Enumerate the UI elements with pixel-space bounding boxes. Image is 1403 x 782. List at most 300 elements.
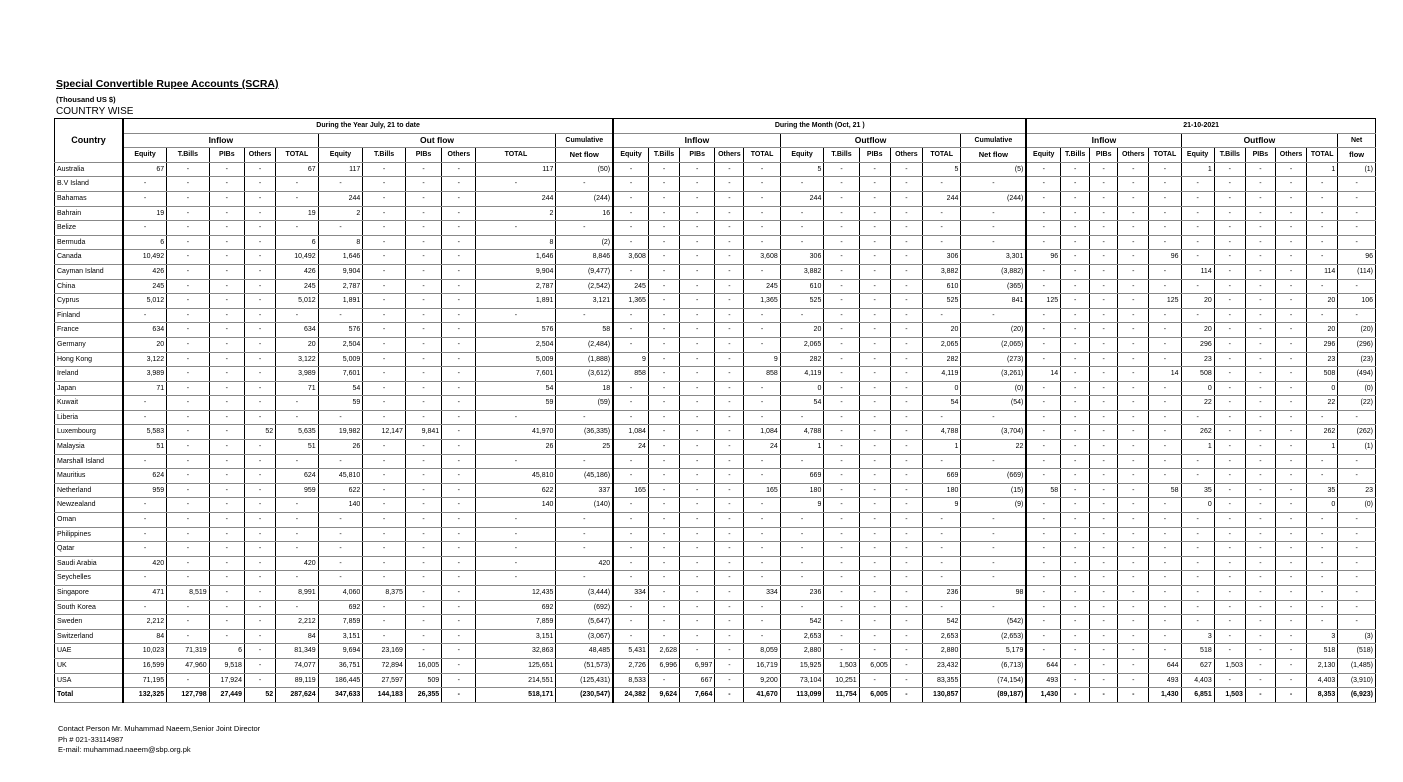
value-cell: - <box>680 206 715 221</box>
subheader-cell: T.Bills <box>363 148 406 163</box>
value-cell: - <box>744 206 780 221</box>
value-cell: - <box>1181 513 1214 528</box>
value-cell: - <box>1061 367 1090 382</box>
value-cell: - <box>244 498 275 513</box>
value-cell: - <box>648 352 679 367</box>
value-cell: - <box>1026 206 1060 221</box>
value-cell: - <box>244 542 275 557</box>
value-cell: 3,301 <box>961 250 1027 265</box>
value-cell: 3 <box>1307 629 1338 644</box>
value-cell: - <box>442 688 476 703</box>
value-cell: 10,251 <box>824 673 859 688</box>
table-row <box>55 498 1376 513</box>
value-cell: - <box>1090 235 1118 250</box>
value-cell: - <box>1275 337 1306 352</box>
value-cell: - <box>1245 250 1275 265</box>
value-cell: - <box>859 206 890 221</box>
value-cell: - <box>648 542 679 557</box>
value-cell: - <box>613 206 648 221</box>
value-cell: 52 <box>244 688 275 703</box>
value-cell: - <box>859 527 890 542</box>
value-cell: - <box>167 600 210 615</box>
table-row <box>55 206 1376 221</box>
value-cell: - <box>1061 673 1090 688</box>
value-cell: - <box>1275 542 1306 557</box>
value-cell: - <box>1061 250 1090 265</box>
value-cell: - <box>405 586 441 601</box>
value-cell: - <box>1338 191 1376 206</box>
value-cell: 214,551 <box>476 673 556 688</box>
value-cell: - <box>890 235 922 250</box>
value-cell: 15,925 <box>780 658 824 673</box>
country-cell: UK <box>55 658 124 673</box>
value-cell: (54) <box>961 396 1027 411</box>
value-cell: - <box>476 221 556 236</box>
value-cell: 41,670 <box>744 688 780 703</box>
value-cell: - <box>1149 498 1181 513</box>
value-cell: - <box>613 527 648 542</box>
subheader-cell: T.Bills <box>648 148 679 163</box>
value-cell: - <box>1275 556 1306 571</box>
value-cell: - <box>613 177 648 192</box>
value-cell: - <box>1061 323 1090 338</box>
value-cell: - <box>209 469 244 484</box>
table-row <box>55 454 1376 469</box>
value-cell: 9,518 <box>209 658 244 673</box>
value-cell: - <box>442 337 476 352</box>
value-cell: - <box>442 162 476 177</box>
value-cell: - <box>648 629 679 644</box>
value-cell: - <box>715 425 744 440</box>
value-cell: - <box>556 454 613 469</box>
value-cell: - <box>209 264 244 279</box>
value-cell: 244 <box>780 191 824 206</box>
value-cell: - <box>780 177 824 192</box>
value-cell: - <box>680 191 715 206</box>
country-cell: Sweden <box>55 615 124 630</box>
subheader-cell: TOTAL <box>276 148 319 163</box>
value-cell: 113,099 <box>780 688 824 703</box>
value-cell: - <box>1061 177 1090 192</box>
value-cell: - <box>1118 615 1149 630</box>
value-cell: - <box>1149 191 1181 206</box>
value-cell: - <box>1275 250 1306 265</box>
value-cell: 7,859 <box>476 615 556 630</box>
country-cell: Australia <box>55 162 124 177</box>
value-cell: - <box>859 381 890 396</box>
value-cell: - <box>123 191 167 206</box>
value-cell: - <box>1149 629 1181 644</box>
value-cell: - <box>442 221 476 236</box>
value-cell: - <box>1214 673 1245 688</box>
value-cell: - <box>244 235 275 250</box>
value-cell: - <box>1026 381 1060 396</box>
value-cell: - <box>648 425 679 440</box>
value-cell: 5,009 <box>318 352 363 367</box>
value-cell: - <box>859 586 890 601</box>
value-cell: 262 <box>1181 425 1214 440</box>
value-cell: - <box>1090 250 1118 265</box>
country-cell: Total <box>55 688 124 703</box>
value-cell: - <box>167 191 210 206</box>
net-flow-subheader: Net flow <box>961 148 1027 163</box>
value-cell: 3,608 <box>744 250 780 265</box>
value-cell: - <box>1245 191 1275 206</box>
value-cell: - <box>244 483 275 498</box>
value-cell: - <box>476 177 556 192</box>
value-cell: - <box>123 498 167 513</box>
value-cell: 7,601 <box>476 367 556 382</box>
value-cell: - <box>648 600 679 615</box>
value-cell: 98 <box>961 586 1027 601</box>
value-cell: - <box>1090 644 1118 659</box>
value-cell: - <box>442 235 476 250</box>
value-cell: - <box>363 323 406 338</box>
value-cell: - <box>1149 615 1181 630</box>
value-cell: 508 <box>1307 367 1338 382</box>
value-cell: 1,891 <box>476 294 556 309</box>
value-cell: 180 <box>922 483 960 498</box>
value-cell: 420 <box>123 556 167 571</box>
value-cell: 51 <box>276 440 319 455</box>
value-cell: 8,533 <box>613 673 648 688</box>
value-cell: - <box>1275 177 1306 192</box>
value-cell: - <box>715 615 744 630</box>
value-cell: 4,788 <box>922 425 960 440</box>
value-cell: - <box>123 542 167 557</box>
value-cell: - <box>1307 556 1338 571</box>
value-cell: - <box>1245 396 1275 411</box>
table-row <box>55 425 1376 440</box>
value-cell: 1,891 <box>318 294 363 309</box>
value-cell: - <box>363 162 406 177</box>
value-cell: 20 <box>922 323 960 338</box>
value-cell: - <box>1214 396 1245 411</box>
month-outflow-header: Outflow <box>780 133 961 148</box>
value-cell: - <box>648 469 679 484</box>
value-cell: - <box>715 688 744 703</box>
value-cell: - <box>648 250 679 265</box>
value-cell: - <box>244 615 275 630</box>
value-cell: - <box>648 615 679 630</box>
value-cell: - <box>1245 615 1275 630</box>
value-cell: - <box>405 454 441 469</box>
value-cell: - <box>1245 688 1275 703</box>
value-cell: 3,121 <box>556 294 613 309</box>
value-cell: (0) <box>1338 381 1376 396</box>
value-cell: 2 <box>476 206 556 221</box>
value-cell: 2,065 <box>922 337 960 352</box>
value-cell: - <box>715 206 744 221</box>
value-cell: 624 <box>123 469 167 484</box>
value-cell: - <box>824 308 859 323</box>
value-cell: - <box>1149 440 1181 455</box>
value-cell: - <box>244 571 275 586</box>
subheader-cell: TOTAL <box>922 148 960 163</box>
value-cell: - <box>442 191 476 206</box>
value-cell: 634 <box>123 323 167 338</box>
country-cell: Mauritius <box>55 469 124 484</box>
value-cell: (1) <box>1338 440 1376 455</box>
value-cell: - <box>556 308 613 323</box>
value-cell: 1,646 <box>476 250 556 265</box>
value-cell: - <box>1026 469 1060 484</box>
value-cell: - <box>961 454 1027 469</box>
value-cell: - <box>1118 250 1149 265</box>
value-cell: - <box>1245 527 1275 542</box>
subheader-cell: Others <box>890 148 922 163</box>
value-cell: - <box>1061 235 1090 250</box>
value-cell: 493 <box>1149 673 1181 688</box>
value-cell: 420 <box>276 556 319 571</box>
value-cell: 132,325 <box>123 688 167 703</box>
value-cell: - <box>1090 556 1118 571</box>
value-cell: 426 <box>123 264 167 279</box>
value-cell: 73,104 <box>780 673 824 688</box>
value-cell: - <box>922 308 960 323</box>
value-cell: 35 <box>1181 483 1214 498</box>
value-cell: - <box>780 600 824 615</box>
value-cell: - <box>744 571 780 586</box>
value-cell: - <box>318 410 363 425</box>
value-cell: - <box>715 644 744 659</box>
value-cell: - <box>1090 571 1118 586</box>
value-cell: - <box>859 250 890 265</box>
subheader-cell: TOTAL <box>1307 148 1338 163</box>
value-cell: - <box>859 308 890 323</box>
value-cell: - <box>123 177 167 192</box>
value-cell: - <box>1118 396 1149 411</box>
table-row <box>55 279 1376 294</box>
value-cell: - <box>1149 177 1181 192</box>
value-cell: - <box>715 367 744 382</box>
value-cell: - <box>1061 206 1090 221</box>
value-cell: 130,857 <box>922 688 960 703</box>
value-cell: - <box>1275 440 1306 455</box>
value-cell: (262) <box>1338 425 1376 440</box>
value-cell: - <box>1118 688 1149 703</box>
value-cell: 3,882 <box>780 264 824 279</box>
value-cell: - <box>1026 410 1060 425</box>
value-cell: - <box>209 483 244 498</box>
value-cell: - <box>613 454 648 469</box>
value-cell: - <box>1307 235 1338 250</box>
value-cell: - <box>123 527 167 542</box>
value-cell: - <box>715 410 744 425</box>
value-cell: 0 <box>1307 381 1338 396</box>
subheader-cell: PIBs <box>209 148 244 163</box>
value-cell: - <box>405 469 441 484</box>
value-cell: - <box>648 191 679 206</box>
value-cell: 8,991 <box>276 586 319 601</box>
value-cell: - <box>1245 644 1275 659</box>
value-cell: 1,503 <box>824 658 859 673</box>
value-cell: - <box>680 454 715 469</box>
value-cell: (5) <box>961 162 1027 177</box>
value-cell: - <box>244 396 275 411</box>
value-cell: (692) <box>556 600 613 615</box>
subheader-cell: Others <box>1118 148 1149 163</box>
value-cell: - <box>680 498 715 513</box>
value-cell: 3,151 <box>476 629 556 644</box>
value-cell: - <box>613 191 648 206</box>
value-cell: 8,519 <box>167 586 210 601</box>
value-cell: - <box>824 206 859 221</box>
value-cell: - <box>1026 264 1060 279</box>
value-cell: - <box>123 410 167 425</box>
value-cell: 72,894 <box>363 658 406 673</box>
value-cell: - <box>890 177 922 192</box>
value-cell: - <box>405 644 441 659</box>
value-cell: - <box>1026 396 1060 411</box>
value-cell: - <box>556 571 613 586</box>
value-cell: - <box>859 396 890 411</box>
value-cell: - <box>715 527 744 542</box>
value-cell: - <box>1026 556 1060 571</box>
value-cell: - <box>715 235 744 250</box>
value-cell: - <box>859 571 890 586</box>
value-cell: 236 <box>780 586 824 601</box>
value-cell: - <box>167 206 210 221</box>
country-cell: Bahrain <box>55 206 124 221</box>
value-cell: - <box>744 264 780 279</box>
country-cell: Ireland <box>55 367 124 382</box>
value-cell: - <box>715 352 744 367</box>
value-cell: - <box>890 513 922 528</box>
value-cell: 1,084 <box>613 425 648 440</box>
value-cell: - <box>648 673 679 688</box>
value-cell: - <box>890 469 922 484</box>
value-cell: 4,403 <box>1181 673 1214 688</box>
table-row <box>55 337 1376 352</box>
value-cell: (542) <box>961 615 1027 630</box>
value-cell: 18 <box>556 381 613 396</box>
value-cell: (51,573) <box>556 658 613 673</box>
value-cell: - <box>405 308 441 323</box>
value-cell: - <box>824 527 859 542</box>
value-cell: - <box>363 615 406 630</box>
value-cell: - <box>715 440 744 455</box>
subheader-cell: TOTAL <box>744 148 780 163</box>
value-cell: - <box>961 206 1027 221</box>
value-cell: 9,904 <box>318 264 363 279</box>
value-cell: - <box>1245 279 1275 294</box>
value-cell: - <box>276 396 319 411</box>
value-cell: - <box>715 264 744 279</box>
value-cell: (3,910) <box>1338 673 1376 688</box>
value-cell: - <box>1307 410 1338 425</box>
value-cell: (230,547) <box>556 688 613 703</box>
value-cell: - <box>363 498 406 513</box>
value-cell: 26 <box>476 440 556 455</box>
value-cell: - <box>1338 308 1376 323</box>
value-cell: 2,628 <box>648 644 679 659</box>
value-cell: - <box>744 235 780 250</box>
value-cell: - <box>209 615 244 630</box>
value-cell: - <box>167 571 210 586</box>
value-cell: - <box>1181 221 1214 236</box>
value-cell: (89,187) <box>961 688 1027 703</box>
value-cell: - <box>1118 600 1149 615</box>
value-cell: 10,023 <box>123 644 167 659</box>
value-cell: - <box>824 221 859 236</box>
value-cell: - <box>244 410 275 425</box>
value-cell: - <box>1090 294 1118 309</box>
value-cell: - <box>715 556 744 571</box>
value-cell: - <box>680 644 715 659</box>
value-cell: - <box>1275 527 1306 542</box>
value-cell: - <box>1245 658 1275 673</box>
value-cell: - <box>680 396 715 411</box>
value-cell: - <box>1338 542 1376 557</box>
value-cell: - <box>1026 586 1060 601</box>
value-cell: - <box>1214 571 1245 586</box>
subheader-cell: Equity <box>318 148 363 163</box>
value-cell: - <box>167 498 210 513</box>
value-cell: - <box>1214 600 1245 615</box>
value-cell: - <box>715 250 744 265</box>
value-cell: - <box>244 440 275 455</box>
value-cell: 692 <box>318 600 363 615</box>
value-cell: - <box>824 323 859 338</box>
value-cell: - <box>442 177 476 192</box>
value-cell: 542 <box>780 615 824 630</box>
value-cell: (3,704) <box>961 425 1027 440</box>
value-cell: - <box>1026 279 1060 294</box>
value-cell: 9 <box>744 352 780 367</box>
value-cell: - <box>1214 264 1245 279</box>
value-cell: 2,504 <box>476 337 556 352</box>
value-cell: - <box>1026 323 1060 338</box>
value-cell: - <box>961 571 1027 586</box>
value-cell: - <box>556 410 613 425</box>
value-cell: - <box>1061 294 1090 309</box>
value-cell: - <box>244 279 275 294</box>
value-cell: 8,353 <box>1307 688 1338 703</box>
value-cell: - <box>648 381 679 396</box>
subheader-cell: Equity <box>123 148 167 163</box>
value-cell: - <box>405 498 441 513</box>
value-cell: - <box>167 323 210 338</box>
value-cell: 959 <box>276 483 319 498</box>
value-cell: (0) <box>1338 498 1376 513</box>
value-cell: 114 <box>1181 264 1214 279</box>
value-cell: - <box>648 483 679 498</box>
value-cell: - <box>1061 615 1090 630</box>
value-cell: - <box>276 221 319 236</box>
value-cell: - <box>244 658 275 673</box>
value-cell: - <box>1245 381 1275 396</box>
value-cell: - <box>1245 308 1275 323</box>
value-cell: - <box>1181 250 1214 265</box>
value-cell: 4,060 <box>318 586 363 601</box>
value-cell: 23,432 <box>922 658 960 673</box>
value-cell: - <box>1061 498 1090 513</box>
value-cell: 6,996 <box>648 658 679 673</box>
month-cumulative-header: Cumulative <box>961 133 1027 148</box>
value-cell: - <box>405 221 441 236</box>
value-cell: - <box>744 162 780 177</box>
value-cell: - <box>961 556 1027 571</box>
value-cell: - <box>1118 498 1149 513</box>
value-cell: 306 <box>780 250 824 265</box>
value-cell: - <box>167 352 210 367</box>
value-cell: - <box>1245 586 1275 601</box>
subheader-cell: Others <box>1275 148 1306 163</box>
value-cell: 9 <box>780 498 824 513</box>
value-cell: - <box>1338 527 1376 542</box>
value-cell: - <box>1181 177 1214 192</box>
